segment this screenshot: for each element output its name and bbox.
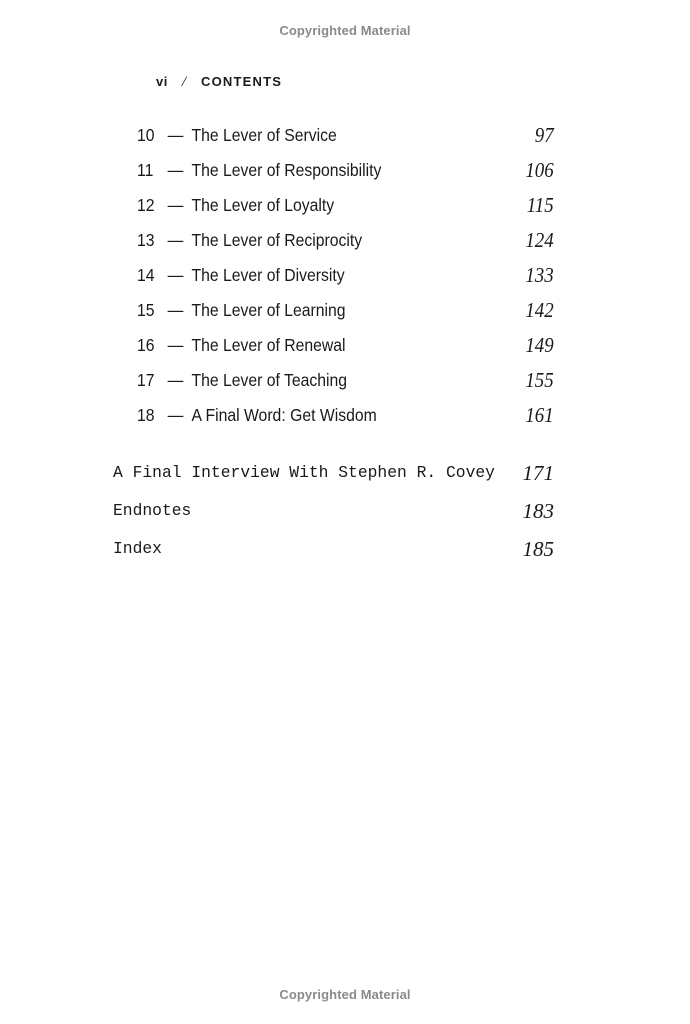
chapter-title: The Lever of Responsibility — [191, 160, 382, 180]
toc-entry-chapter-18[interactable] — [137, 398, 554, 433]
backmatter-title: Endnotes — [113, 501, 192, 521]
chapter-title: The Lever of Diversity — [191, 265, 345, 285]
toc-entry-index[interactable] — [113, 530, 554, 568]
toc-entry-chapter-13[interactable] — [137, 223, 554, 258]
chapter-number: 18 — [137, 405, 155, 425]
running-head-section: CONTENTS — [201, 74, 283, 89]
toc-entry-chapter-10[interactable] — [137, 118, 554, 153]
chapter-dash: — — [167, 335, 184, 355]
chapter-page-number: 124 — [525, 228, 554, 252]
chapter-page-number: 133 — [525, 263, 554, 287]
chapter-dash: — — [167, 370, 184, 390]
toc-entry-chapter-12[interactable] — [137, 188, 554, 223]
chapter-dash: — — [167, 125, 184, 145]
chapter-title: The Lever of Teaching — [191, 370, 348, 390]
chapter-page-number: 161 — [525, 403, 554, 427]
toc-entry-final-interview[interactable] — [113, 454, 554, 492]
chapter-page-number: 155 — [525, 368, 554, 392]
chapter-dash: — — [167, 160, 184, 180]
toc-entry-chapter-15[interactable] — [137, 293, 554, 328]
chapter-list — [137, 118, 554, 433]
chapter-number: 17 — [137, 370, 155, 390]
chapter-number: 11 — [137, 160, 154, 180]
toc-entry-chapter-17[interactable] — [137, 363, 554, 398]
backmatter-title: A Final Interview With Stephen R. Covey — [113, 463, 495, 483]
chapter-number: 13 — [137, 230, 155, 250]
page-folio: vi — [156, 74, 168, 89]
chapter-title: A Final Word: Get Wisdom — [191, 405, 377, 425]
chapter-dash: — — [167, 265, 184, 285]
chapter-page-number: 106 — [525, 158, 554, 182]
chapter-dash: — — [167, 300, 184, 320]
chapter-page-number: 149 — [525, 333, 554, 357]
toc-entry-chapter-16[interactable] — [137, 328, 554, 363]
running-head-separator: / — [181, 74, 188, 90]
chapter-number: 14 — [137, 265, 155, 285]
chapter-number: 16 — [137, 335, 155, 355]
backmatter-title: Index — [113, 539, 162, 559]
copyright-watermark-top: Copyrighted Material — [279, 23, 411, 38]
toc-entry-chapter-14[interactable] — [137, 258, 554, 293]
running-head — [156, 74, 282, 91]
chapter-dash: — — [167, 405, 184, 425]
toc-entry-endnotes[interactable] — [113, 492, 554, 530]
chapter-title: The Lever of Renewal — [191, 335, 346, 355]
backmatter-page-number: 185 — [522, 536, 554, 561]
chapter-title: The Lever of Reciprocity — [191, 230, 363, 250]
chapter-number: 15 — [137, 300, 155, 320]
chapter-title: The Lever of Learning — [191, 300, 346, 320]
chapter-title: The Lever of Loyalty — [191, 195, 335, 215]
copyright-watermark-bottom: Copyrighted Material — [279, 987, 411, 1002]
chapter-page-number: 142 — [525, 298, 554, 322]
chapter-page-number: 115 — [526, 193, 554, 217]
chapter-page-number: 97 — [534, 123, 554, 147]
backmatter-page-number: 183 — [522, 498, 554, 523]
chapter-number: 12 — [137, 195, 155, 215]
chapter-dash: — — [167, 195, 184, 215]
chapter-dash: — — [167, 230, 184, 250]
backmatter-list — [113, 454, 554, 568]
chapter-title: The Lever of Service — [191, 125, 337, 145]
backmatter-page-number: 171 — [522, 460, 554, 485]
toc-entry-chapter-11[interactable] — [137, 153, 554, 188]
chapter-number: 10 — [137, 125, 155, 145]
